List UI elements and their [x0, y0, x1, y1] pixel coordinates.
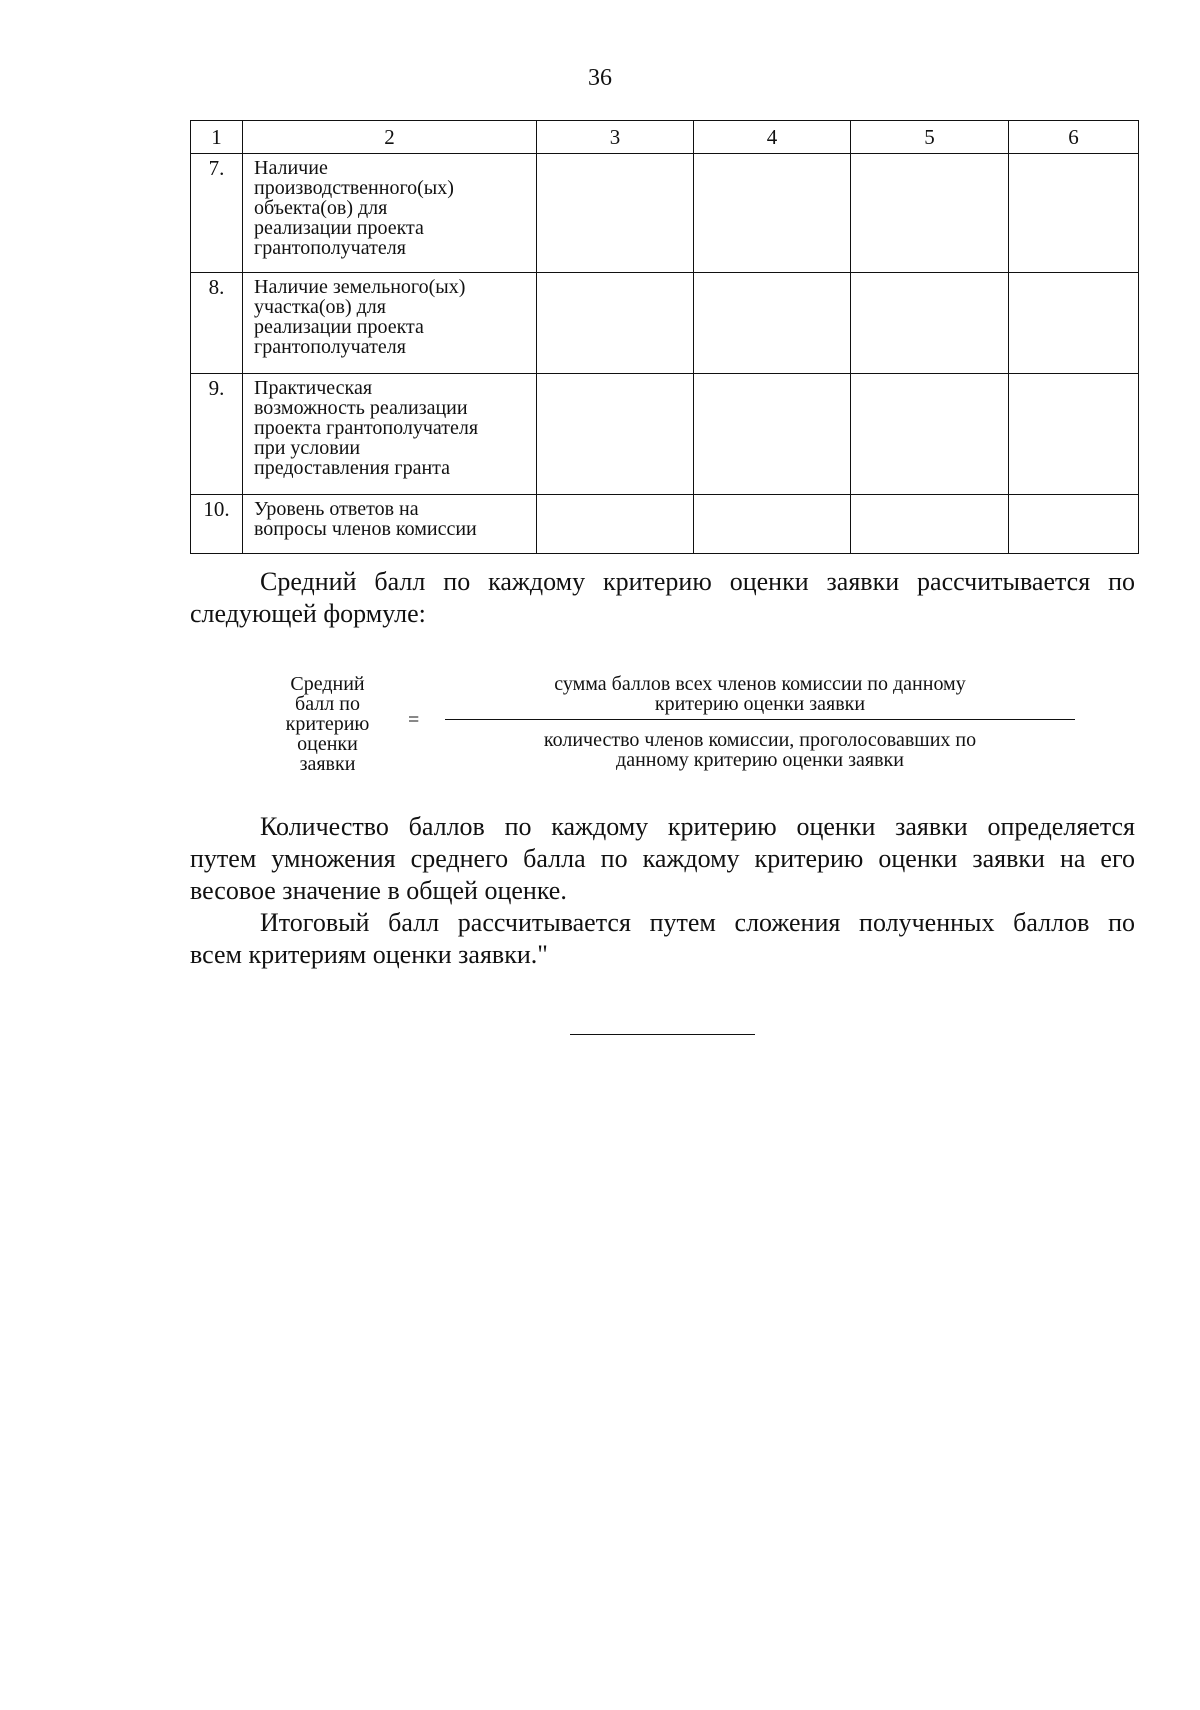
paragraph-line: следующей формуле:	[190, 599, 426, 628]
criterion-line: грантополучателя	[254, 237, 406, 259]
criterion-line: Наличие земельного(ых)	[254, 276, 466, 298]
formula-lhs-line: Средний	[290, 673, 365, 695]
paragraph-line: Количество баллов по каждому критерию оценки заявки определяется	[260, 812, 1135, 841]
empty-cell	[537, 495, 694, 554]
empty-cell	[1009, 273, 1139, 374]
row-number: 9.	[191, 374, 243, 495]
denominator-line: количество членов комиссии, проголосовавших по	[543, 729, 977, 751]
table-row	[191, 154, 1139, 273]
numerator-line: сумма баллов всех членов комиссии по данному	[554, 673, 966, 695]
criterion-name	[243, 273, 537, 374]
empty-cell	[1009, 154, 1139, 273]
criterion-line: предоставления гранта	[254, 457, 451, 479]
empty-cell	[537, 374, 694, 495]
criterion-line: Наличие	[254, 157, 328, 179]
page-number: 36	[588, 65, 612, 91]
formula-lhs-line: заявки	[299, 753, 356, 775]
header-cell-6: 6	[1009, 121, 1139, 154]
criterion-line: реализации проекта	[254, 217, 424, 239]
row-number: 7.	[191, 154, 243, 273]
criterion-line: Уровень ответов на	[254, 498, 419, 520]
formula-numerator	[445, 674, 1075, 714]
numerator-line: критерию оценки заявки	[654, 693, 866, 715]
empty-cell	[1009, 495, 1139, 554]
header-cell-3: 3	[537, 121, 694, 154]
empty-cell	[1009, 374, 1139, 495]
criterion-line: реализации проекта	[254, 316, 424, 338]
paragraph-line: всем критериям оценки заявки."	[190, 940, 548, 969]
criterion-line: проекта грантополучателя	[254, 417, 479, 439]
total-score-paragraph	[190, 907, 1135, 971]
end-of-document-rule	[570, 1034, 755, 1035]
header-cell-2: 2	[243, 121, 537, 154]
header-cell-1: 1	[191, 121, 243, 154]
criterion-line: вопросы членов комиссии	[254, 518, 477, 540]
criterion-line: грантополучателя	[254, 336, 406, 358]
paragraph-line: Средний балл по каждому критерию оценки заявки рассчитывается по	[260, 567, 1135, 596]
header-cell-4: 4	[694, 121, 851, 154]
criterion-line: при условии	[254, 437, 361, 459]
intro-paragraph	[190, 566, 1135, 630]
row-number: 10.	[191, 495, 243, 554]
criterion-line: возможность реализации	[254, 397, 468, 419]
empty-cell	[694, 495, 851, 554]
paragraph-line: весовое значение в общей оценке.	[190, 876, 567, 905]
table-header-row	[191, 121, 1139, 154]
equals-sign: =	[408, 709, 420, 731]
criterion-name	[243, 154, 537, 273]
empty-cell	[851, 154, 1009, 273]
denominator-line: данному критерию оценки заявки	[616, 749, 904, 771]
criterion-line: участка(ов) для	[254, 296, 386, 318]
paragraph-line: путем умножения среднего балла по каждому критерию оценки заявки на его	[190, 844, 1135, 873]
formula-left-side	[260, 674, 395, 774]
empty-cell	[694, 374, 851, 495]
formula-denominator	[445, 730, 1075, 770]
table-row	[191, 374, 1139, 495]
score-calculation-paragraph	[190, 811, 1135, 907]
criteria-table	[190, 120, 1139, 554]
empty-cell	[851, 273, 1009, 374]
formula-lhs-line: балл по	[295, 693, 360, 715]
row-number: 8.	[191, 273, 243, 374]
table-row	[191, 495, 1139, 554]
empty-cell	[694, 154, 851, 273]
criterion-line: производственного(ых)	[254, 177, 454, 199]
table-row	[191, 273, 1139, 374]
fraction-bar	[445, 719, 1075, 720]
criterion-line: Практическая	[254, 377, 373, 399]
empty-cell	[537, 154, 694, 273]
criterion-line: объекта(ов) для	[254, 197, 388, 219]
average-score-formula	[260, 674, 1080, 784]
empty-cell	[537, 273, 694, 374]
formula-lhs-line: оценки	[297, 733, 358, 755]
empty-cell	[851, 495, 1009, 554]
formula-lhs-line: критерию	[285, 713, 370, 735]
criterion-name	[243, 495, 537, 554]
empty-cell	[851, 374, 1009, 495]
paragraph-line: Итоговый балл рассчитывается путем сложения полученных баллов по	[260, 908, 1135, 937]
criterion-name	[243, 374, 537, 495]
header-cell-5: 5	[851, 121, 1009, 154]
empty-cell	[694, 273, 851, 374]
